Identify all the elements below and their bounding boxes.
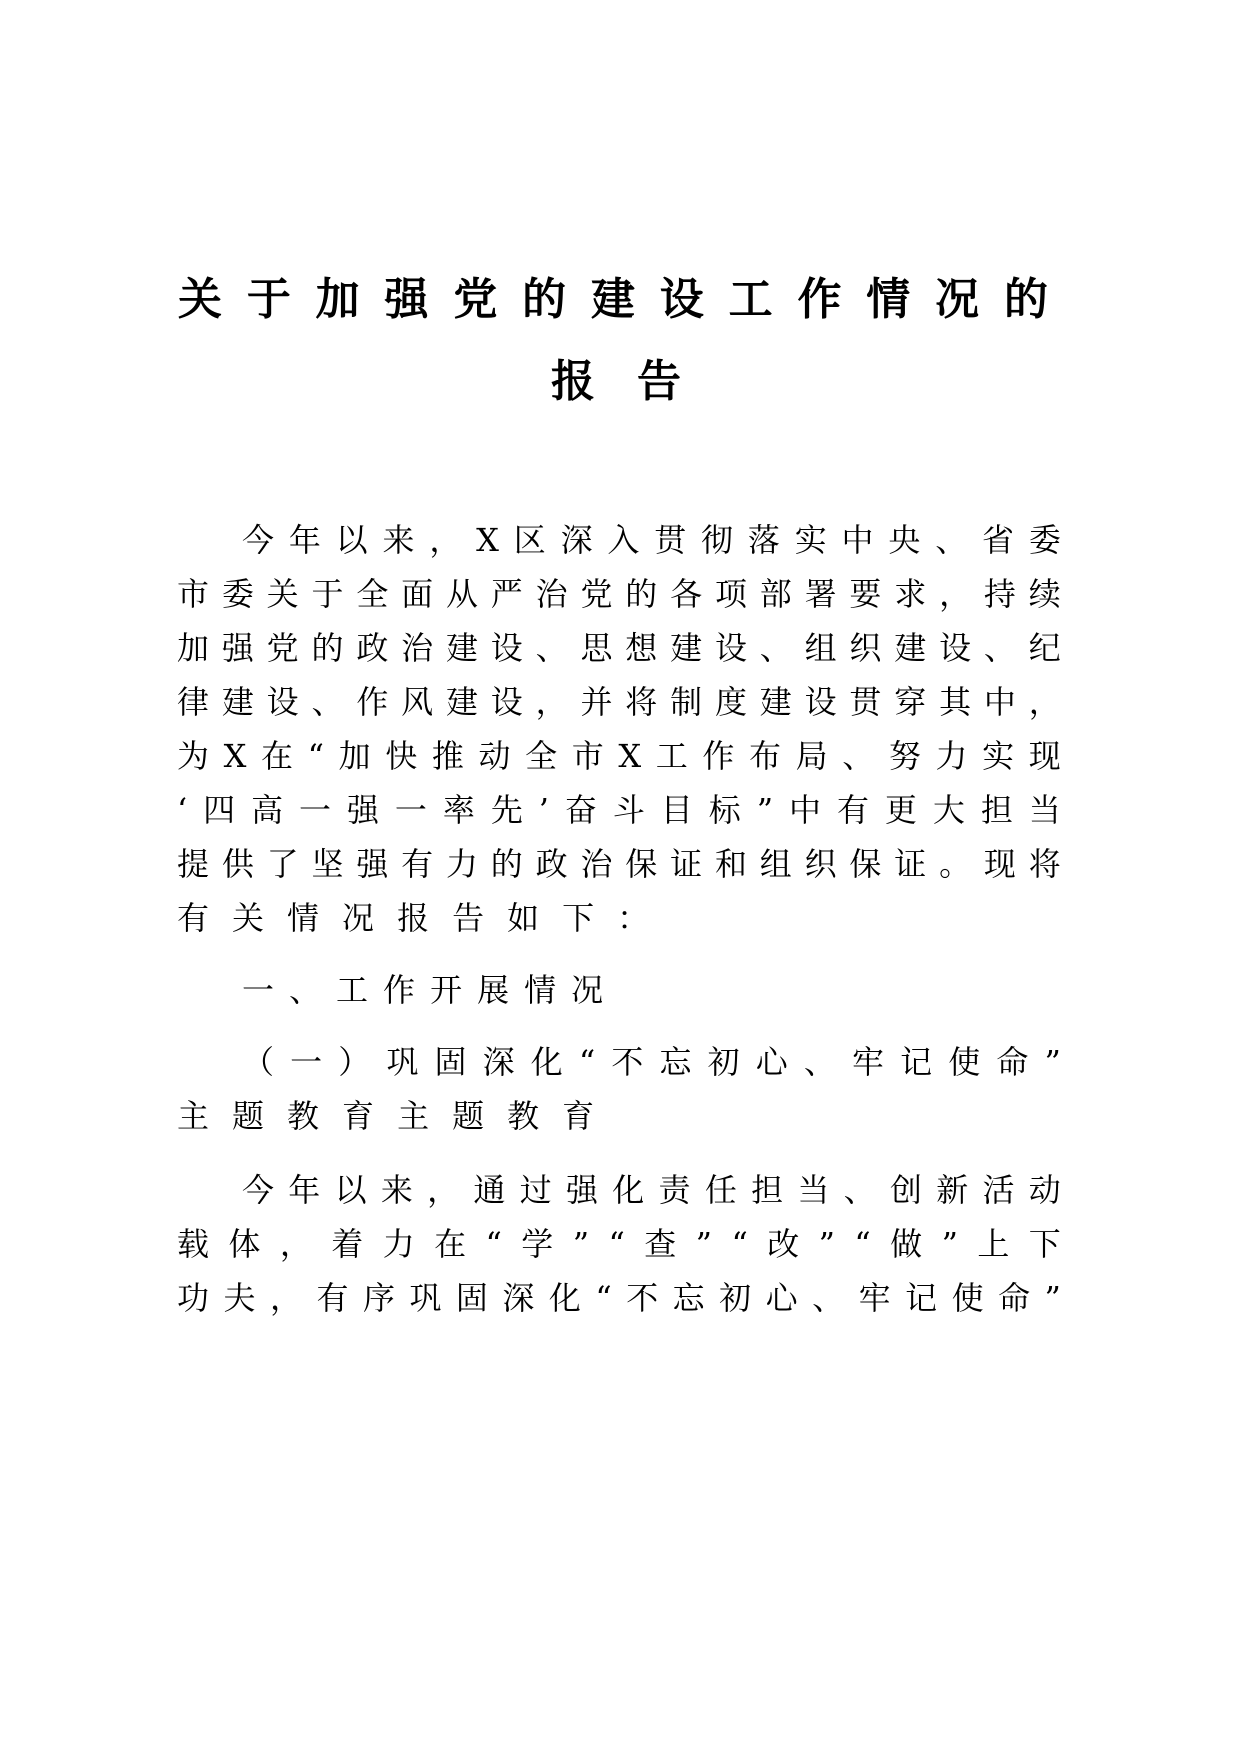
intro-line-7: 提 供 了 坚 强 有 力 的 政 治 保 证 和 组 织 保 证 。 现 将 bbox=[177, 845, 1061, 883]
document-title-line-1: 关 于 加 强 党 的 建 设 工 作 情 况 的 bbox=[178, 274, 1048, 325]
document-title-line-2: 报 告 bbox=[551, 356, 681, 407]
intro-line-1: 今 年 以 来 ， X 区 深 入 贯 彻 落 实 中 央 、 省 委 bbox=[242, 521, 1061, 559]
intro-line-3: 加 强 党 的 政 治 建 设 、 思 想 建 设 、 组 织 建 设 、 纪 bbox=[177, 629, 1061, 667]
body-line-3: 功 夫 ， 有 序 巩 固 深 化 “ 不 忘 初 心 、 牢 记 使 命 ” bbox=[177, 1279, 1061, 1317]
intro-line-5: 为 X 在 “ 加 快 推 动 全 市 X 工 作 布 局 、 努 力 实 现 bbox=[177, 737, 1061, 775]
intro-line-2: 市 委 关 于 全 面 从 严 治 党 的 各 项 部 署 要 求 ， 持 续 bbox=[177, 575, 1061, 613]
section-heading: 一 、 工 作 开 展 情 况 bbox=[242, 971, 604, 1009]
body-line-2: 载 体 ， 着 力 在 “ 学 ” “ 查 ” “ 改 ” “ 做 ” 上 下 bbox=[177, 1225, 1061, 1263]
intro-line-4: 律 建 设 、 作 风 建 设 ， 并 将 制 度 建 设 贯 穿 其 中 ， bbox=[177, 683, 1061, 721]
subsection-heading-line-2: 主 题 教 育 主 题 教 育 bbox=[177, 1097, 595, 1135]
body-line-1: 今 年 以 来 ， 通 过 强 化 责 任 担 当 、 创 新 活 动 bbox=[242, 1171, 1061, 1209]
subsection-heading-line-1: （ 一 ） 巩 固 深 化 “ 不 忘 初 心 、 牢 记 使 命 ” bbox=[242, 1043, 1061, 1081]
intro-line-6: ‘ 四 高 一 强 一 率 先 ’ 奋 斗 目 标 ” 中 有 更 大 担 当 bbox=[177, 791, 1061, 829]
intro-line-8: 有 关 情 况 报 告 如 下 ： bbox=[177, 899, 650, 937]
